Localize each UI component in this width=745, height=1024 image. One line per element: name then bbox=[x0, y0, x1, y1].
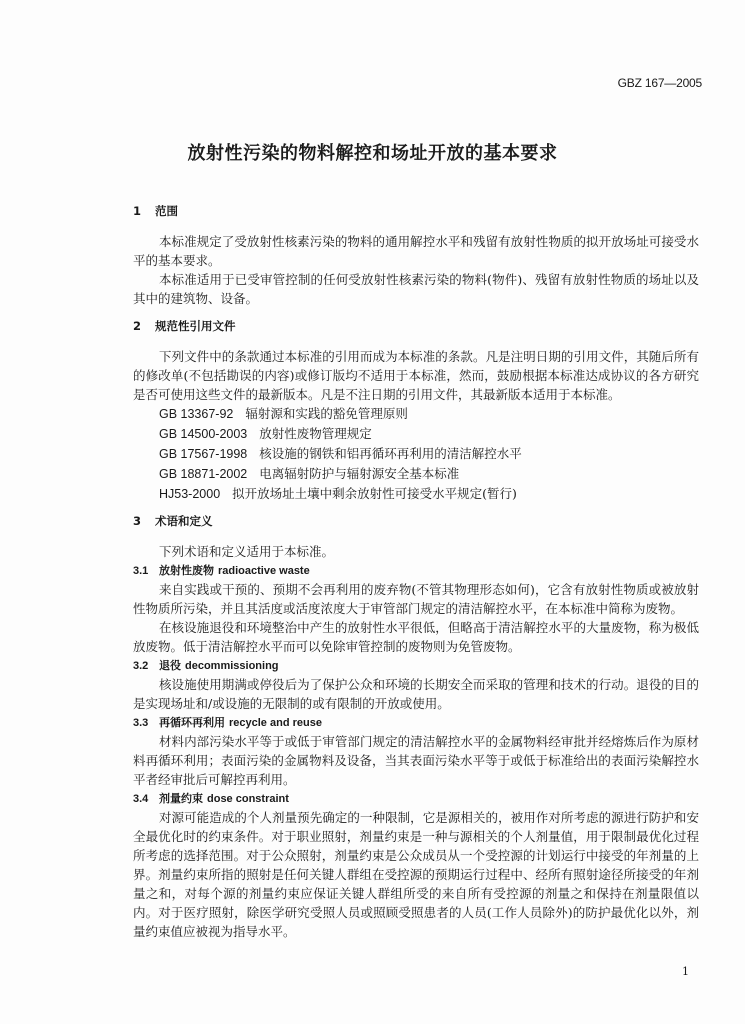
section-number: 1 bbox=[133, 204, 142, 218]
term-chinese: 放射性废物 bbox=[159, 564, 214, 577]
reference-item bbox=[133, 424, 699, 444]
term-heading bbox=[133, 789, 699, 808]
term-number: 3.1 bbox=[133, 565, 149, 577]
document-title: 放射性污染的物料解控和场址开放的基本要求 bbox=[187, 143, 558, 164]
standard-code: GBZ 167—2005 bbox=[617, 76, 702, 90]
term-heading bbox=[133, 561, 699, 580]
reference-name: 辐射源和实践的豁免管理原则 bbox=[245, 406, 408, 421]
reference-item bbox=[133, 444, 699, 464]
reference-code: HJ53-2000 bbox=[159, 487, 221, 501]
section-title: 范围 bbox=[155, 204, 178, 218]
paragraph: 下列术语和定义适用于本标准。 bbox=[159, 544, 335, 559]
section-normative-references bbox=[133, 317, 699, 504]
section-title: 规范性引用文件 bbox=[155, 319, 236, 333]
term-english: dose constraint bbox=[207, 793, 289, 805]
reference-name: 核设施的钢铁和铝再循环再利用的清洁解控水平 bbox=[259, 446, 522, 461]
reference-code: GB 14500-2003 bbox=[159, 427, 248, 441]
term-number: 3.4 bbox=[133, 793, 149, 805]
term-chinese: 退役 bbox=[159, 659, 181, 672]
term-chinese: 再循环再利用 bbox=[159, 716, 225, 729]
term-heading bbox=[133, 713, 699, 732]
reference-code: GB 18871-2002 bbox=[159, 467, 248, 481]
term-english: recycle and reuse bbox=[229, 717, 322, 729]
reference-name: 电离辐射防护与辐射源安全基本标准 bbox=[259, 466, 460, 481]
section-number: 3 bbox=[133, 514, 142, 528]
term-number: 3.3 bbox=[133, 717, 149, 729]
section-heading bbox=[133, 512, 699, 531]
section-number: 2 bbox=[133, 319, 142, 333]
section-scope bbox=[133, 202, 699, 308]
reference-code: GB 17567-1998 bbox=[159, 447, 248, 461]
paragraph: 本标准适用于已受审管控制的任何受放射性核素污染的物料(物件)、残留有放射性物质的场址以及其中的建筑物、设备。 bbox=[133, 272, 699, 306]
paragraph: 在核设施退役和环境整治中产生的放射性水平很低，但略高于清洁解控水平的大量废物，称为极低放废物。低于清洁解控水平而可以免除审管控制的废物则为免管废物。 bbox=[133, 620, 699, 654]
paragraph: 对源可能造成的个人剂量预先确定的一种限制，它是源相关的，被用作对所考虑的源进行防护和安全最优化时的约束条件。对于职业照射，剂量约束是一种与源相关的个人剂量值，用于限制最优化过程所考虑的选择范围。对于公众照射，剂量约束是公众成员从一个受控源的计划运行中接受的年剂量的上界。剂量约束所指的照射是任何关键人群组在受控源的预期运行过程中、经所有照射途径所接受的年剂量之和，对每个源的剂量约束应保证关键人群组所受的来自所有受控源的剂量之和保持在剂量限值以内。对于医疗照射，除医学研究受照人员或照顾受照患者的人员(工作人员除外)的防护最优化以外，剂量约束值应被视为指导水平。 bbox=[133, 810, 699, 939]
section-heading bbox=[133, 202, 699, 221]
reference-code: GB 13367-92 bbox=[159, 407, 234, 421]
term-english: radioactive waste bbox=[218, 565, 310, 577]
section-heading bbox=[133, 317, 699, 336]
term-chinese: 剂量约束 bbox=[159, 792, 203, 805]
section-title: 术语和定义 bbox=[155, 514, 213, 528]
paragraph: 本标准规定了受放射性核素污染的物料的通用解控水平和残留有放射性物质的拟开放场址可接受水平的基本要求。 bbox=[133, 234, 699, 268]
term-heading bbox=[133, 656, 699, 675]
reference-name: 放射性废物管理规定 bbox=[259, 426, 372, 441]
paragraph: 核设施使用期满或停役后为了保护公众和环境的长期安全而采取的管理和技术的行动。退役的目的是实现场址和/或设施的无限制的或有限制的开放或使用。 bbox=[133, 677, 699, 711]
paragraph: 材料内部污染水平等于或低于审管部门规定的清洁解控水平的金属物料经审批并经熔炼后作为原材料再循环利用；表面污染的金属物料及设备，当其表面污染水平等于或低于标准给出的表面污染解控水平者经审批后可解控再利用。 bbox=[133, 734, 699, 787]
reference-item bbox=[133, 404, 699, 424]
paragraph: 下列文件中的条款通过本标准的引用而成为本标准的条款。凡是注明日期的引用文件，其随后所有的修改单(不包括勘误的内容)或修订版均不适用于本标准，然而，鼓励根据本标准达成协议的各方研究是否可使用这些文件的最新版本。凡是不注日期的引用文件，其最新版本适用于本标准。 bbox=[133, 349, 699, 402]
reference-item bbox=[133, 484, 699, 504]
term-number: 3.2 bbox=[133, 660, 149, 672]
section-terms-definitions bbox=[133, 512, 699, 941]
reference-name: 拟开放场址土壤中剩余放射性可接受水平规定(暂行) bbox=[232, 486, 517, 501]
paragraph: 来自实践或干预的、预期不会再利用的废弃物(不管其物理形态如何)，它含有放射性物质或被放射性物质所污染，并且其活度或活度浓度大于审管部门规定的清洁解控水平，在本标准中简称为废物。 bbox=[133, 582, 699, 616]
page-number: 1 bbox=[682, 965, 689, 978]
document-body bbox=[133, 202, 699, 949]
term-english: decommissioning bbox=[185, 660, 279, 672]
reference-item bbox=[133, 464, 699, 484]
